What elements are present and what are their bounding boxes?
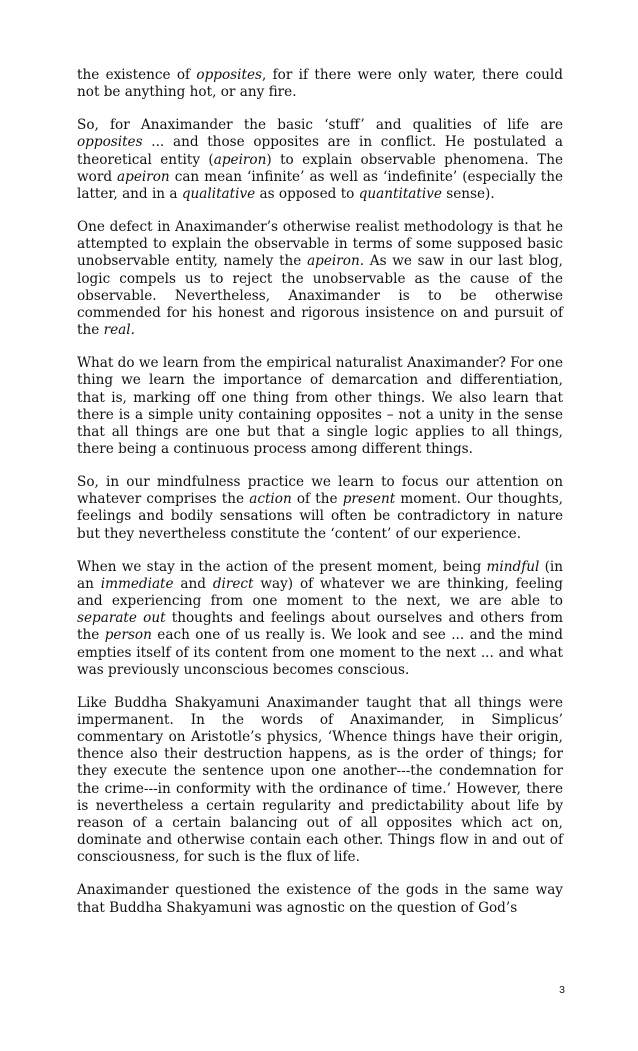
- paragraph: So, for Anaximander the basic ‘stuff’ and qualities of life are opposites ... and those opposites are in conflict. He postulated a theoretical entity (apeiron) to explain observable phenomena. The word apeiron can mean ‘infinite’ as well as ‘indefinite’ (especially the latter, and in a qualitative as opposed to quantitative sense).: [77, 117, 564, 202]
- paragraph: One defect in Anaximander’s otherwise realist methodology is that he attempted to explain the observable in terms of some supposed basic unobservable entity, namely the apeiron. As we saw in our last blog, logic compels us to reject the unobservable as the cause of the observable. Nevertheless, Anaximander is to be otherwise commended for his honest and rigorous insistence on and pursuit of the real.: [77, 219, 563, 339]
- paragraph: the existence of opposites, for if there were only water, there could not be anything hot, or any fire.: [77, 67, 563, 101]
- page-number: 3: [559, 984, 565, 996]
- paragraph: Anaximander questioned the existence of the gods in the same way that Buddha Shakyamuni was agnostic on the question of God’s: [77, 882, 563, 916]
- paragraph: Like Buddha Shakyamuni Anaximander taught that all things were impermanent. In the words of Anaximander, in Simplicus’ commentary on Aristotle’s physics, ‘Whence things have their origin, thence also their destruction happens, as is the order of things; for they execute the sentence upon one another---the condemnation for the crime---in conformity with the ordinance of time.’ However, there is nevertheless a certain regularity and predictability about life by reason of a certain balancing out of all opposites which act on, dominate and otherwise contain each other. Things flow in and out of consciousness, for such is the flux of life.: [77, 694, 563, 866]
- document-page: [77, 67, 563, 933]
- paragraph: What do we learn from the empirical naturalist Anaximander? For one thing we learn the importance of demarcation and differentiation, that is, marking off one thing from other things. We also learn that there is a simple unity containing opposites – not a unity in the sense that all things are one but that a single logic applies to all things, there being a continuous process among different things.: [77, 355, 563, 457]
- paragraph: When we stay in the action of the present moment, being mindful (in an immediate and direct way) of whatever we are thinking, feeling and experiencing from one moment to the next, we are able to separate out thoughts and feelings about ourselves and others from the person each one of us really is. We look and see ... and the mind empties itself of its content from one moment to the next ... and what was previously unconscious becomes conscious.: [77, 558, 563, 678]
- paragraph: So, in our mindfulness practice we learn to focus our attention on whatever comprises the action of the present moment. Our thoughts, feelings and bodily sensations will often be contradictory in nature but they nevertheless constitute the ‘content’ of our experience.: [77, 474, 563, 542]
